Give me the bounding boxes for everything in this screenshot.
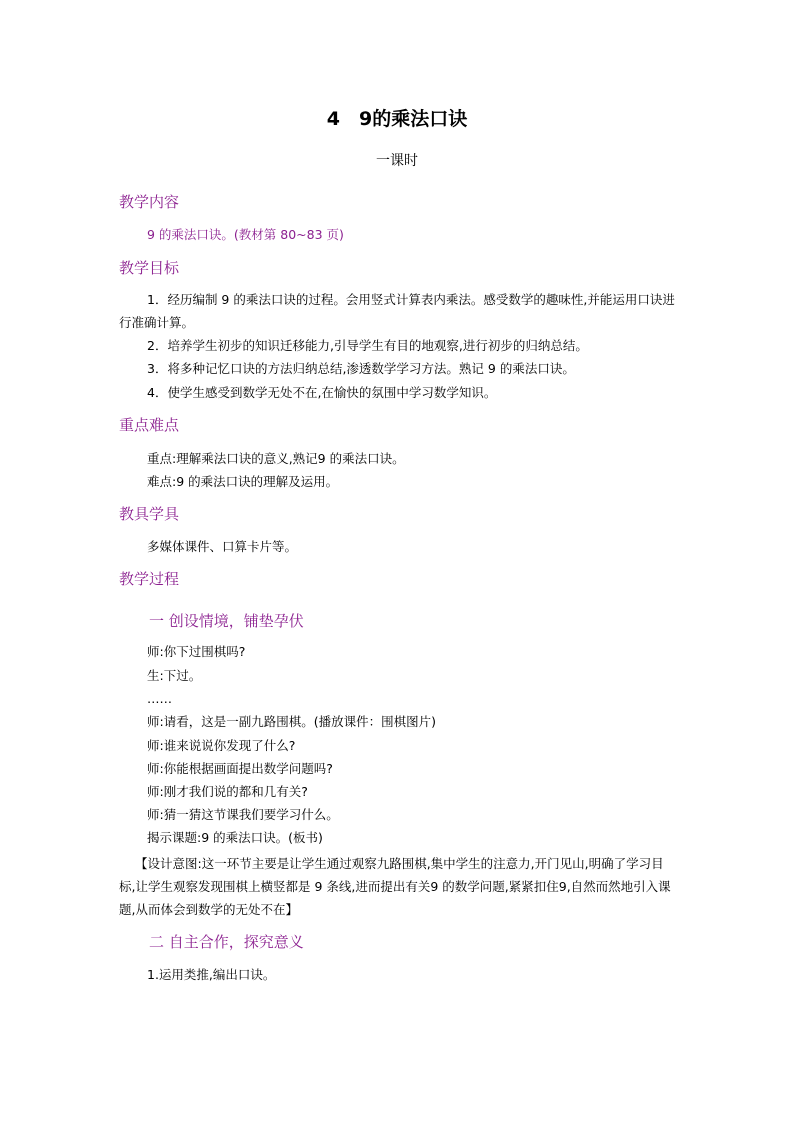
dialogue-line: ……	[147, 691, 172, 706]
aids-line: 多媒体课件、口算卡片等。	[147, 539, 298, 554]
process-part1-heading: 一 创设情境，铺垫孕伏	[149, 612, 304, 630]
goal-line-3: 3．将多种记忆口诀的方法归纳总结,渗透数学学习方法。熟记 9 的乘法口诀。	[147, 361, 575, 376]
content-line: 9 的乘法口诀。(教材第 80~83 页)	[147, 227, 344, 242]
section-heading-goals: 教学目标	[119, 259, 180, 277]
goal-line-1: 1．经历编制 9 的乘法口诀的过程。会用竖式计算表内乘法。感受数学的趣味性,并能运用口诀进行准确计算。	[119, 292, 675, 330]
lesson-title: 4 9的乘法口诀	[326, 108, 468, 130]
key-point-line: 重点:理解乘法口诀的意义,熟记9 的乘法口诀。	[147, 451, 405, 466]
dialogue-line: 生:下过。	[147, 668, 202, 683]
dialogue-line: 师:你下过围棋吗?	[147, 644, 246, 659]
process-part2-heading: 二 自主合作，探究意义	[149, 933, 304, 951]
dialogue-line: 师:请看，这是一副九路围棋。(播放课件：围棋图片)	[147, 714, 436, 729]
dialogue-line: 师:刚才我们说的都和几有关?	[147, 784, 308, 799]
goal-line-2: 2．培养学生初步的知识迁移能力,引导学生有目的地观察,进行初步的归纳总结。	[147, 338, 588, 353]
difficulty-line: 难点:9 的乘法口诀的理解及运用。	[147, 474, 339, 489]
section-heading-process: 教学过程	[119, 570, 180, 588]
lesson-subtitle: 一课时	[376, 153, 418, 169]
design-note: 【设计意图:这一环节主要是让学生通过观察九路围棋,集中学生的注意力,开门见山,明确了学习目标,让学生观察发现围棋上横竖都是 9 条线,进而提出有关9 的数学问题,紧紧扣住9,自然而然地引入课题,从而体会到数学的无处不在】	[119, 856, 671, 917]
section-heading-key-points: 重点难点	[119, 416, 180, 434]
part2-line-1: 1.运用类推,编出口诀。	[147, 967, 276, 982]
dialogue-line: 师:谁来说说你发现了什么?	[147, 738, 296, 753]
dialogue-line: 揭示课题:9 的乘法口诀。(板书)	[147, 830, 323, 845]
section-heading-aids: 教具学具	[119, 505, 180, 523]
dialogue-line: 师:你能根据画面提出数学问题吗?	[147, 761, 333, 776]
goal-line-4: 4．使学生感受到数学无处不在,在愉快的氛围中学习数学知识。	[147, 385, 497, 400]
section-heading-content: 教学内容	[119, 193, 180, 211]
dialogue-line: 师:猜一猜这节课我们要学习什么。	[147, 807, 339, 822]
